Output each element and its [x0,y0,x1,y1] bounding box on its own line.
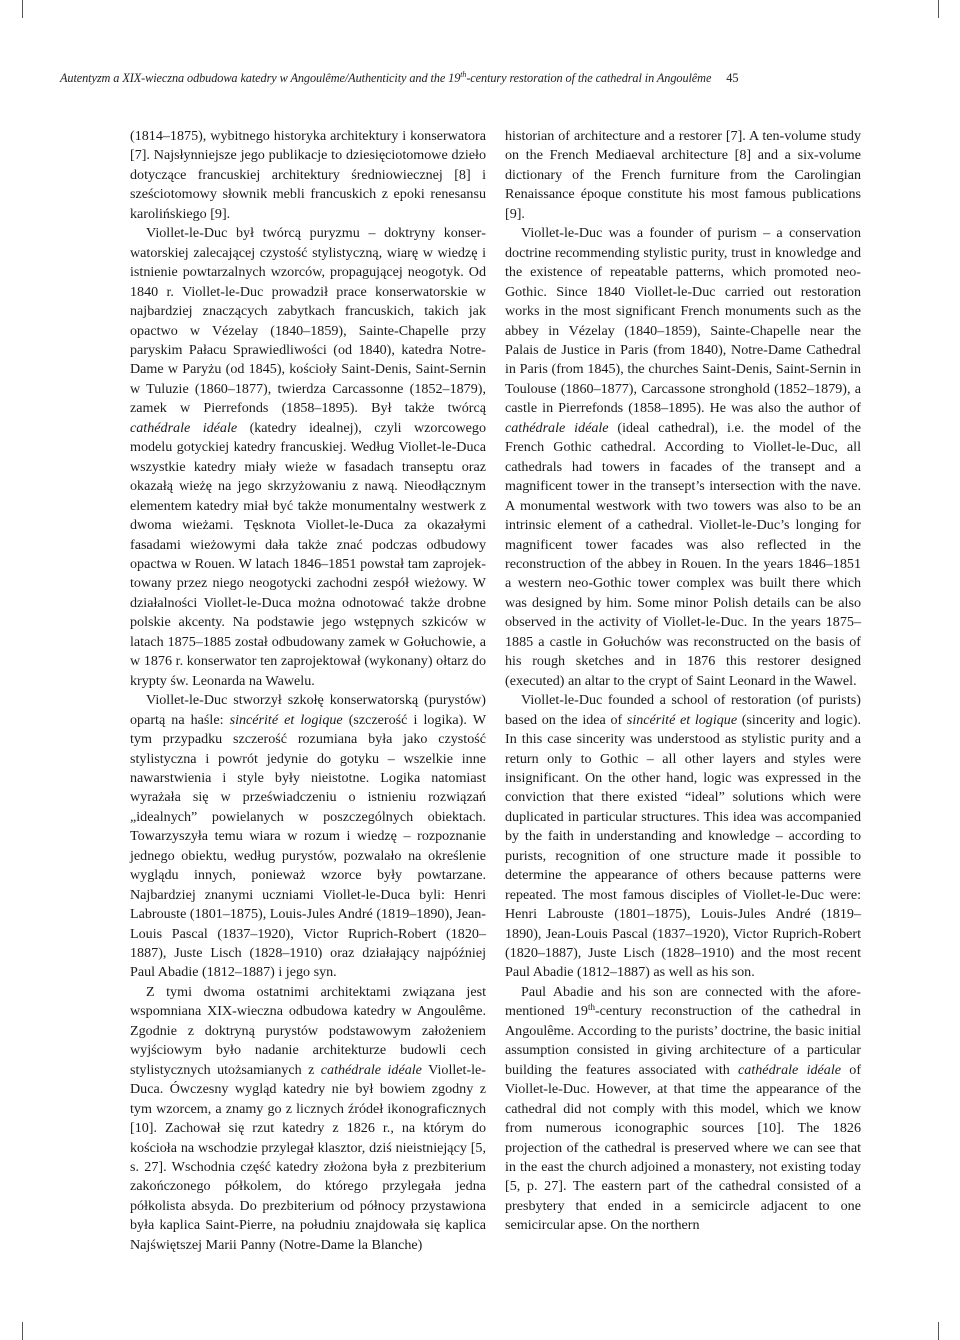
crop-mark-top-left [22,0,23,18]
paragraph-3-en: Viollet-le-Duc founded a school of restoration (of purists) based on the idea of sincérité et logique (sincerity and logic). In this case sincerity was understood as stylistic purity and a return only to Gothic – all other layers and styles were insignificant. On the other hand, logic was expressed in the conviction that there existed “ideal” solutions which were duplicated in particular structures. This idea was accompanied by the faith in understanding and knowledge – according to purists, recognition of one structure made it possible to determine the appearance of others because patterns were repeated. The most famous disciples of Viollet-le-Duc were: Henri Labrouste (1801–1875), Louis-Jules André (1819–1890), Jean-Louis Pascal (1837–1920), Victor Ruprich-Robert (1820–1887), Juste Lisch (1828–1910) and the most recent Paul Abadie (1812–1887) as well as his son. [505,692,861,981]
crop-mark-bottom-left [22,1322,23,1340]
paragraph-1-en: historian of architecture and a restorer [7]. A ten-volume study on the French Mediaeval architecture [8] and a six-volume dictionary of the French furniture from the Carolingian Renaissance époque constitute his most famous publications [9]. [505,128,861,222]
polish-text-column [130,127,486,1255]
running-title: Autentyzm a XIX-wieczna odbudowa katedry w Angoulême/Authenticity and the 19th-century restoration of the cathedral in Angoulême [60,70,712,85]
paragraph-4-pl: Z tymi dwoma ostatnimi architektami związana jest wspomniana XIX-wieczna odbudowa katedry w Angoulême. Zgodnie z doktryną purystów podstawowym założeniem wyjściowym było nadanie architekturze budowli cech stylistycznych utożsamianych z cathédrale idéale Viollet-le-Duca. Ówczesny wygląd katedry nie był bowiem zgodny z tym wzorcem, a znamy go z licznych źródeł ikonograficznych [10]. Zachował się rzut katedry z 1826 r., na którym do kościoła na wschodzie przylegał klasztor, dziś nieistniejący [5, s. 27]. Wschodnia część katedry złożona była z prezbiterium zakończonego półkolem, do którego przylegała jedna półkolista absyda. Do prezbiterium od północy przystawiona była kaplica Saint-Pierre, na południu znajdowała się kaplica Najświętszej Marii Panny (Notre-Dame la Blanche) [130,983,487,1253]
paragraph-2-en: Viollet-le-Duc was a founder of purism – a conservation doctrine recommending stylistic purity, trust in knowledge and the existence of repeatable patterns, which promoted neo-Gothic. Since 1840 Viollet-le-Duc carried out restoration works in the most significant French monuments such as the abbey in Vézelay (1840–1859), Sainte-Chapelle near the Palais de Justice in Paris (from 1840), Notre-Dame Cathedral in Paris (from 1845), the churches Saint-Denis, Saint-Sernin in Toulouse (1860–1877), Carcassone stronghold (1852–1879), a castle in Pierrefonds (1858–1895). He was also the author of cathédrale idéale (ideal cathedral), i.e. the model of the French Gothic cathedral. According to Viollet-le-Duc, all cathedrals had towers in facades of the transept and a magnificent tower in the transept’s intersection with the nave. A monumental westwork with two towers was also to be an intrinsic element of a cathedral. Viollet-le-Duc’s longing for magnificent tower facades was also reflected in the reconstruction of the abbey in Rouen. In the years 1846–1851 a western neo-Gothic tower complex was built there which was designed by him. Some minor Polish details can be also observed in the activity of Viollet-le-Duc. In the years 1875–1885 a castle in Gołuchów was reconstructed on the basis of his rough sketches and in 1876 this restorer designed (executed) an altar to the crypt of Saint Leonard in the Wawel. [505,225,861,689]
running-header [60,71,860,86]
paragraph-4-en: Paul Abadie and his son are connected with the aforementioned 19th-century reconstruction of the cathedral in Angoulême. According to the purists’ doctrine, the basic initial assumption consisted in giving architecture of a particular building the features associated with cathédrale idéale of Viollet-le-Duc. However, at that time the appearance of the cathedral did not comply with this model, which we know from numerous iconographic sources [10]. The 1826 projection of the cathedral is preserved where we can see that in the east the church adjoined a monastery, not existing today [5, p. 27]. The eastern part of the cathedral consisted of a presbytery that ended in a semicircle adjacent to one semicircular apse. On the northern [505,983,862,1234]
english-text-column [505,127,861,1236]
crop-mark-bottom-right [938,1322,939,1340]
paragraph-2-pl: Viollet-le-Duc był twórcą puryzmu – doktryny konserwatorskiej zalecającej czystość stylistyczną, wiarę w wiedzę i istnienie powtarzalnych wzorców, propagującej neogotyk. Od 1840 r. Viollet-le-Duc prowadził prace konserwatorskie w najbardziej znaczących zabytkach francuskich, takich jak opactwo w Vézelay (1840–1859), Sainte-Chapelle przy paryskim Pałacu Sprawiedliwości (od 1840), katedra Notre-Dame w Paryżu (od 1845), kościoły Saint-Denis, Saint-Sernin w Tuluzie (1860–1877), twierdza Carcassonne (1852–1879), zamek w Pierrefonds (1858–1895). Był także twórcą cathédrale idéale (katedry idealnej), czyli wzorcowego modelu gotyckiej katedry francuskiej. Według Viollet-le-Duca wszystkie katedry miały wieże w fasadach transeptu oraz okazałą wieżę na jego skrzyżowaniu z nawą. Nieodłącznym elementem katedry miał być także monumentalny westwerk z dwoma wieżami. Tęsknota Viollet-le-Duca za okazałymi fasadami wieżowymi dała także znać podczas odbudowy opactwa w Rouen. W latach 1846–1851 powstał tam zaprojektowany przez niego neogotycki zachodni zespół wieżowy. W działalności Viollet-le-Duca można odnotować także drobne polskie akcenty. Na podstawie jego wstępnych szkiców w latach 1875–1885 został odbudowany zamek w Gołuchowie, a w 1876 r. konserwator ten zaprojektował (wykonany) ołtarz do krypty św. Leonarda na Wawelu. [130,225,487,689]
crop-mark-top-right [938,0,939,18]
paragraph-1-pl: (1814–1875), wybitnego historyka architektury i konserwatora [7]. Najsłynniejsze jego publikacje to dziesięciotomowe dzieło dotyczące francuskiej architektury średniowiecznej [8] i sześciotomowy słownik mebli francuskich z epoki renesansu karolińskiego [9]. [130,128,486,222]
page-number: 45 [726,71,739,85]
paragraph-3-pl: Viollet-le-Duc stworzył szkołę konserwatorską (purystów) opartą na haśle: sincérité et logique (szczerość i logika). W tym przypadku szczerość rozumiana była jako czystość stylistyczna i powrót jedynie do gotyku – wszelkie inne nawarstwienia i style były nieistotne. Logika natomiast wyrażała się w przeświadczeniu o istnieniu rozwiązań „idealnych” powielanych w poszczególnych obiektach. Towarzyszyła temu wiara w rozum i wiedzę – rozpoznanie jednego obiektu, według purystów, pozwalało na określenie wyglądu innych, ponieważ wzorce były powtarzane. Najbardziej znanymi uczniami Viollet-le-Duca byli: Henri Labrouste (1801–1875), Louis-Jules André (1819–1890), Jean-Louis Pascal (1837–1920), Victor Ruprich-Robert (1820–1887), Juste Lisch (1828–1910) oraz działający najpóźniej Paul Abadie (1812–1887) i jego syn. [130,692,486,981]
